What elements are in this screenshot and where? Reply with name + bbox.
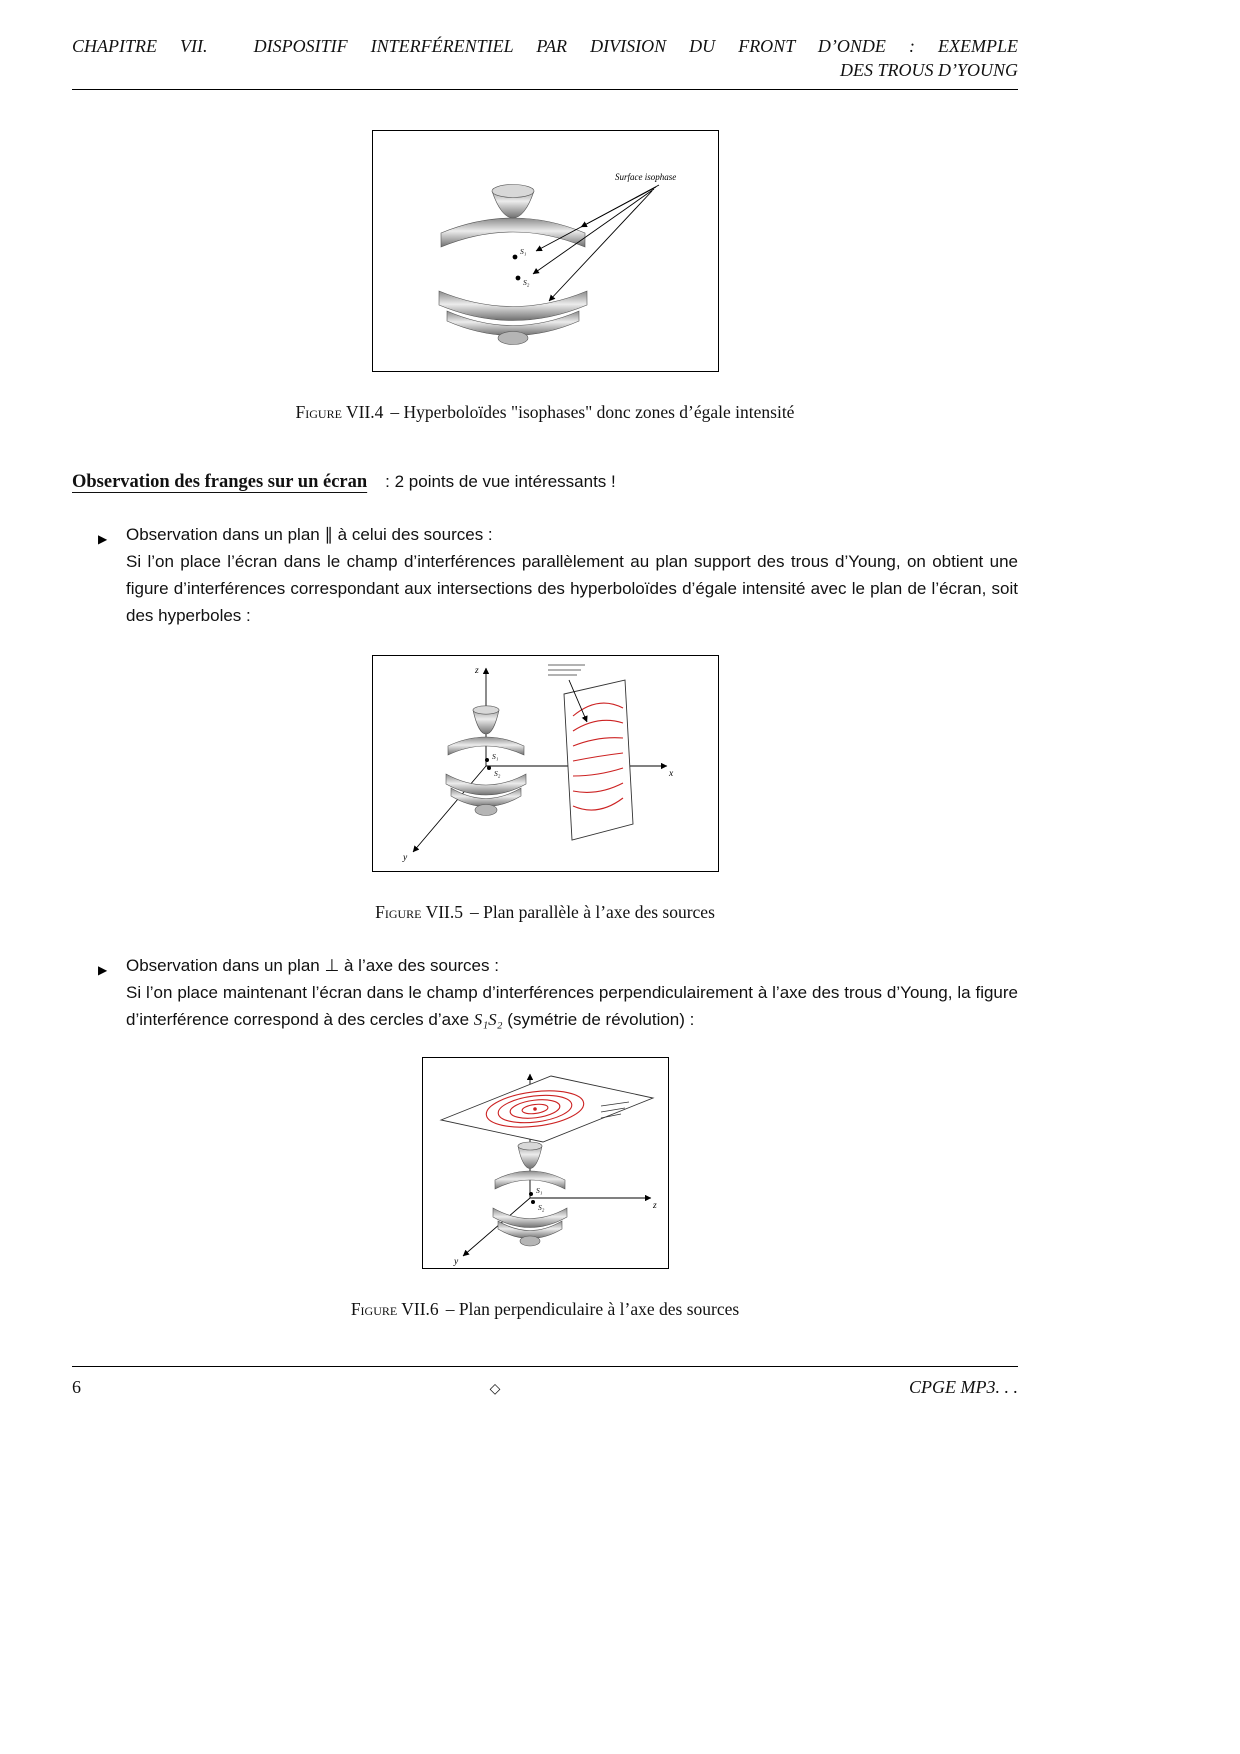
source-s2-label: S₂ <box>493 769 500 778</box>
screen-plane <box>441 1076 653 1142</box>
screen-plane <box>564 680 633 840</box>
footer-course-label: CPGE MP3. . . <box>909 1377 1018 1397</box>
figure-vii4-caption-label: Figure VII.4 <box>295 402 384 422</box>
triangle-bullet-icon: ▶ <box>98 963 108 977</box>
source-s1-dot <box>529 1192 533 1196</box>
figure-vii6-drawing <box>423 1058 668 1268</box>
axis-z-label: z <box>474 666 479 676</box>
figure-vii4-frame <box>372 130 719 372</box>
axis-z-label: z <box>652 1201 657 1211</box>
figure-vii6 <box>72 1057 1018 1321</box>
source-s2-dot <box>531 1200 535 1204</box>
header-rule <box>72 89 1018 90</box>
section-heading-row <box>72 472 1018 493</box>
source-s1-label: S₁ <box>519 247 526 256</box>
section-heading-suffix: : 2 points de vue intéressants ! <box>385 472 616 491</box>
source-s2-label: S₂ <box>537 1203 544 1212</box>
chapter-header-line2: DES TROUS D’YOUNG <box>839 60 1018 80</box>
figure-vii5-frame <box>372 655 719 872</box>
figure-vii6-caption <box>72 1297 1018 1321</box>
bullet-perpendicular-plane <box>72 952 1018 1033</box>
source-s2-dot <box>515 276 520 281</box>
figure-vii4 <box>72 130 1018 424</box>
bullet2-body-pre: Si l’on place maintenant l’écran dans le champ d’interférences perpendiculairement à l’axe des trous d’Young, la figure d’interférence correspond à des cercles d’axe <box>126 983 1018 1029</box>
source-s1-dot <box>512 255 517 260</box>
axis-x-label: x <box>668 769 673 779</box>
figure-vii5-caption <box>72 900 1018 924</box>
figure-vii6-frame <box>422 1057 669 1269</box>
axis-y-label: y <box>453 1257 458 1267</box>
hyperboloid-lower <box>439 291 587 345</box>
section-heading-title: Observation des franges sur un écran <box>72 472 368 492</box>
figure-vii5-drawing <box>373 656 718 871</box>
diamond-separator-icon: ◇ <box>489 1382 501 1397</box>
page-number: 6 <box>72 1377 81 1397</box>
bullet2-body <box>126 979 1018 1033</box>
bullet2-title: Observation dans un plan ⊥ à l’axe des sources : <box>126 956 499 975</box>
figure-vii6-caption-label: Figure VII.6 <box>350 1299 439 1319</box>
screen-annotation-lines <box>548 665 585 675</box>
source-s2-dot <box>487 766 491 770</box>
axis-y-label: y <box>402 853 407 863</box>
bullet1-body: Si l’on place l’écran dans le champ d’interférences parallèlement au plan support des trous d’Young, on obtient une figure d’interférences correspondant aux intersections des hyperboloïdes d’égale intensité avec le plan de l’écran, soit des hyperboles : <box>126 552 1018 625</box>
triangle-bullet-icon: ▶ <box>98 532 108 546</box>
source-s2-label: S₂ <box>522 278 529 287</box>
hyperboloid-upper <box>441 185 585 248</box>
bullet-parallel-plane <box>72 521 1018 629</box>
page-header <box>72 34 1018 90</box>
figure-vii4-caption-text: – Hyperboloïdes "isophases" donc zones d’égale intensité <box>390 402 795 422</box>
figure-vii4-drawing <box>373 131 718 371</box>
source-s1-label: S₁ <box>535 1186 542 1195</box>
figure-vii4-caption <box>72 400 1018 424</box>
page-footer <box>72 1366 1018 1398</box>
figure-vii6-caption-text: – Plan perpendiculaire à l’axe des sources <box>445 1299 740 1319</box>
figure-vii5-caption-text: – Plan parallèle à l’axe des sources <box>469 902 715 922</box>
isophase-annotation: Surface isophase <box>614 172 676 182</box>
figure-vii5-caption-label: Figure VII.5 <box>375 902 463 922</box>
bullet1-title: Observation dans un plan ∥ à celui des sources : <box>126 525 493 544</box>
source-s1-dot <box>485 758 489 762</box>
figure-vii5 <box>72 655 1018 924</box>
source-s1-label: S₁ <box>491 752 498 761</box>
s1s2-formula: S₁S₂ <box>473 1010 503 1029</box>
bullet2-body-post: (symétrie de révolution) : <box>502 1010 695 1029</box>
fringe-center-dot <box>533 1107 537 1111</box>
annotation-arrows <box>533 185 659 301</box>
chapter-header-line1: CHAPITRE VII. DISPOSITIF INTERFÉRENTIEL PAR DIVISION DU FRONT D’ONDE : EXEMPLE <box>72 36 1018 56</box>
